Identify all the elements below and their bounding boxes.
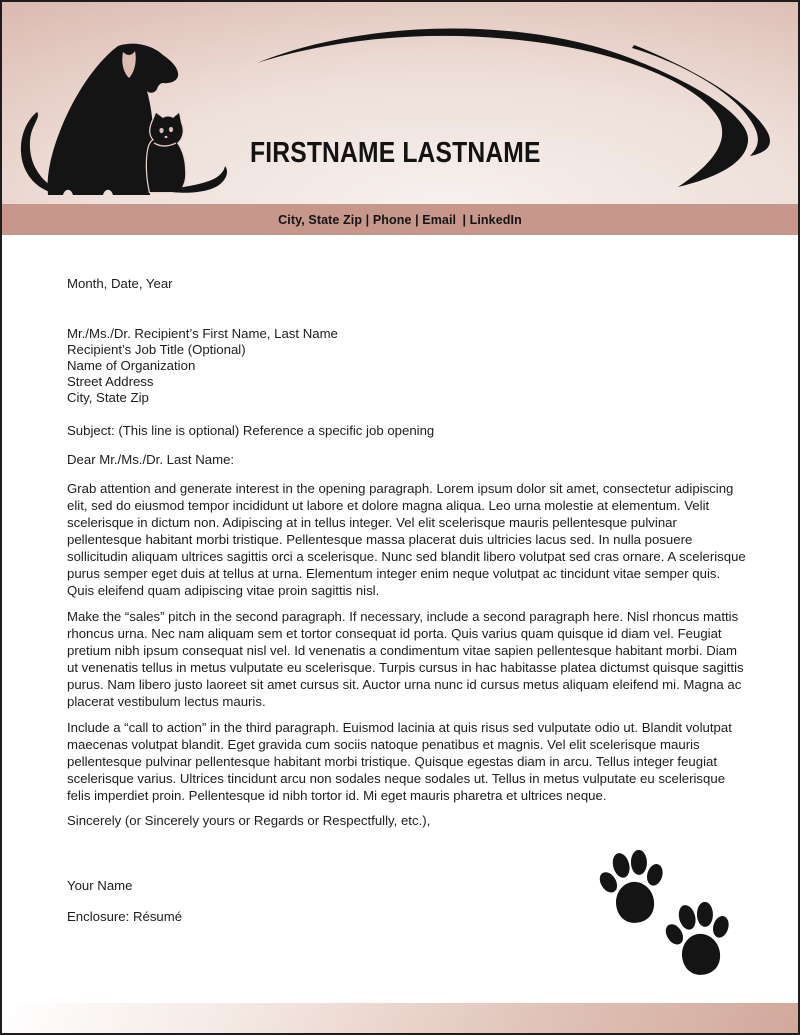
paw-prints-graphic (562, 832, 782, 1002)
subject-line: Subject: (This line is optional) Reference a specific job opening (67, 423, 435, 438)
paragraph-sales-pitch: Make the “sales” pitch in the second paragraph. If necessary, include a second paragraph here. Nisl rhoncus mattis rhoncus urna. Nec nam aliquam sem et tortor consequat id porta. Quis varius quam quisque id diam vel. Feugiat pretium nibh ipsum consequat nisl vel. Id venenatis a condimentum vitae sapien pellentesque habitant morbi. Diam ut venenatis tellus in metus vulputate eu scelerisque. Turpis cursus in hac habitasse platea dictumst quisque sagittis purus. Nam libero justo laoreet sit amet cursus sit. Auctor urna nunc id cursus metus aliquam eleifend mi. Magna ac placerat vestibulum lectus mauris. (67, 609, 744, 709)
recipient-name-line: Mr./Ms./Dr. Recipient’s First Name, Last Name (67, 326, 338, 341)
recipient-city-line: City, State Zip (67, 390, 149, 405)
recipient-block (67, 326, 747, 406)
header-artwork (2, 2, 800, 204)
cat-icon (147, 113, 227, 193)
enclosure-line: Enclosure: Résumé (67, 909, 183, 924)
contact-info-text: City, State Zip | Phone | Email | LinkedIn (278, 212, 522, 227)
contact-info-bar (2, 204, 798, 235)
recipient-organization-line: Name of Organization (67, 358, 196, 373)
paw-print-icon (593, 846, 672, 928)
signature-name: Your Name (67, 878, 133, 893)
closing-line: Sincerely (or Sincerely yours or Regards or Respectfully, etc.), (67, 813, 431, 828)
recipient-street-line: Street Address (67, 374, 154, 389)
recipient-title-line: Recipient’s Job Title (Optional) (67, 342, 246, 357)
paragraph-opening: Grab attention and generate interest in the opening paragraph. Lorem ipsum dolor sit amet, consectetur adipiscing elit, sed do eiusmod tempor incididunt ut labore et dolore magna aliqua. Leo urna molestie at elementum. Velit scelerisque in dictum non. Adipiscing at in tellus integer. Vel elit scelerisque mauris pellentesque pulvinar pellentesque habitant morbi tristique. Pellentesque massa placerat duis ultricies lacus sed. In nulla posuere sollicitudin aliquam ultrices sagittis orci a scelerisque. Nunc sed blandit libero volutpat sed cras ornare. A scelerisque purus semper eget duis at tellus at urna. Elementum integer enim neque volutpat ac tincidunt vitae semper quis. Quis eleifend quam adipiscing vitae proin sagittis nisl. (67, 481, 746, 598)
header-banner (2, 2, 798, 204)
salutation: Dear Mr./Ms./Dr. Last Name: (67, 452, 235, 467)
letter-body (2, 235, 800, 925)
footer-band (2, 1003, 798, 1033)
date-line: Month, Date, Year (67, 276, 173, 291)
paragraph-call-to-action: Include a “call to action” in the third paragraph. Euismod lacinia at quis risus sed vulputate odio ut. Blandit volutpat maecenas volutpat blandit. Eget gravida cum sociis natoque penatibus et magnis. Vel elit scelerisque mauris pellentesque pulvinar pellentesque habitant morbi tristique. Quisque egestas diam in arcu. Tellus integer feugiat scelerisque varius. Ultrices tincidunt arcu non sodales neque sodales ut. Tellus in metus vulputate eu scelerisque felis imperdiet proin. Pellentesque id nibh tortor id. Mi eget mauris pharetra et ultrices neque. (67, 720, 732, 803)
paw-print-icon (659, 898, 738, 980)
page-title: FIRSTNAME LASTNAME (250, 137, 541, 169)
